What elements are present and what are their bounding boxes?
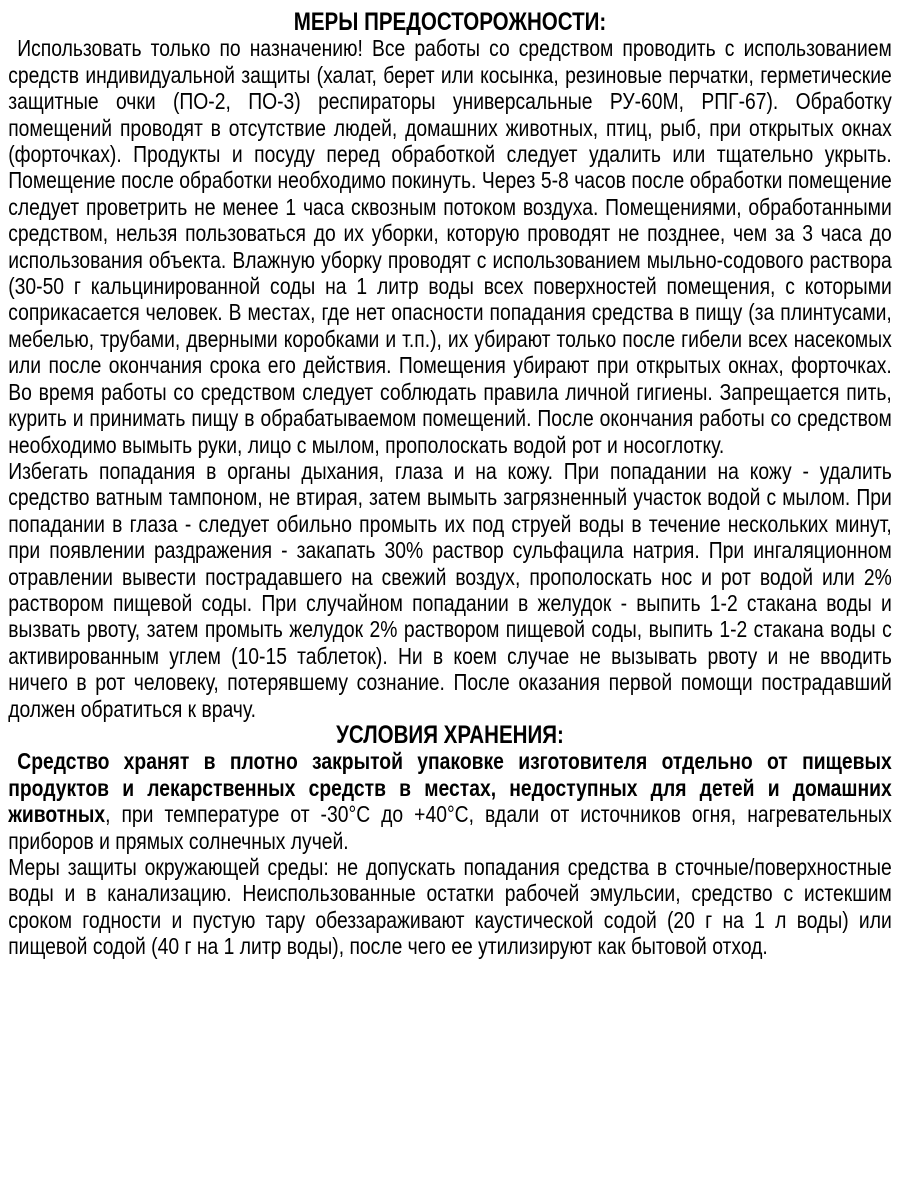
storage-paragraph-regular-run: , при температуре от -30°С до +40°С, вдали от источников огня, нагревательных приборов и прямых солнечных лучей.: [8, 801, 892, 854]
precautions-title: МЕРЫ ПРЕДОСТОРОЖНОСТИ:: [293, 8, 607, 36]
first-aid-paragraph: Избегать попадания в органы дыхания, глаза и на кожу. При попадании на кожу - удалить средство ватным тампоном, не втирая, затем вымыть загрязненный участок водой с мылом. При попадании в глаза - следует обильно промыть их под струей воды в течение нескольких минут, при появлении раздражения - закапать 30% раствор сульфацила натрия. При ингаляционном отравлении вывести пострадавшего на свежий воздух, прополоскать нос и рот водой или 2% раствором пищевой соды. При случайном попадании в желудок - выпить 1-2 стакана воды и вызвать рвоту, затем промыть желудок 2% раствором пищевой соды, выпить 1-2 стакана воды с активированным углем (10-15 таблеток). Ни в коем случае не вызывать рвоту и не вводить ничего в рот человеку, потерявшему сознание. После оказания первой помощи пострадавший должен обратиться к врачу.: [8, 457, 892, 722]
precautions-paragraph: Использовать только по назначению! Все работы со средством проводить с использованием средств индивидуальной защиты (халат, берет или косынка, резиновые перчатки, герметические защитные очки (ПО-2, ПО-3) респираторы универсальные РУ-60М, РПГ-67). Обработку помещений проводят в отсутствие людей, домашних животных, птиц, рыб, при открытых окнах (форточках). Продукты и посуду перед обработкой следует удалить или тщательно укрыть. Помещение после обработки необходимо покинуть. Через 5-8 часов после обработки помещение следует проветрить не менее 1 часа сквозным потоком воздуха. Помещениями, обработанными средством, нельзя пользоваться до их уборки, которую проводят не позднее, чем за 3 часа до использования объекта. Влажную уборку проводят с использованием мыльно-содового раствора (30-50 г кальцинированной соды на 1 литр воды всех поверхностей помещения, с которыми соприкасается человек. В местах, где нет опасности попадания средства в пищу (за плинтусами, мебелью, трубами, дверными коробками и т.п.), их убирают только после гибели всех насекомых или после окончания срока его действия. Помещения убирают при открытых окнах, форточках. Во время работы со средством следует соблюдать правила личной гигиены. Запрещается пить, курить и принимать пищу в обрабатываемом помещений. После окончания работы со средством необходимо вымыть руки, лицо с мылом, прополоскать водой рот и носоглотку.: [8, 35, 892, 458]
storage-paragraph-bold-run: Средство хранят в плотно закрытой упаковке изготовителя отдельно от пищевых продуктов и лекарственных средств в местах, недоступных для детей и домашних животных: [8, 748, 892, 828]
storage-paragraph: [8, 748, 892, 854]
storage-title: УСЛОВИЯ ХРАНЕНИЯ:: [336, 720, 564, 749]
environment-protection-paragraph: Меры защиты окружающей среды: не допускать попадания средства в сточные/поверхностные воды и в канализацию. Неиспользованные остатки рабочей эмульсии, средство с истекшим сроком годности и пустую тару обеззараживают каустической содой (20 г на 1 л воды) или пищевой содой (40 г на 1 литр воды), после чего ее утилизируют как бытовой отход.: [8, 854, 892, 960]
